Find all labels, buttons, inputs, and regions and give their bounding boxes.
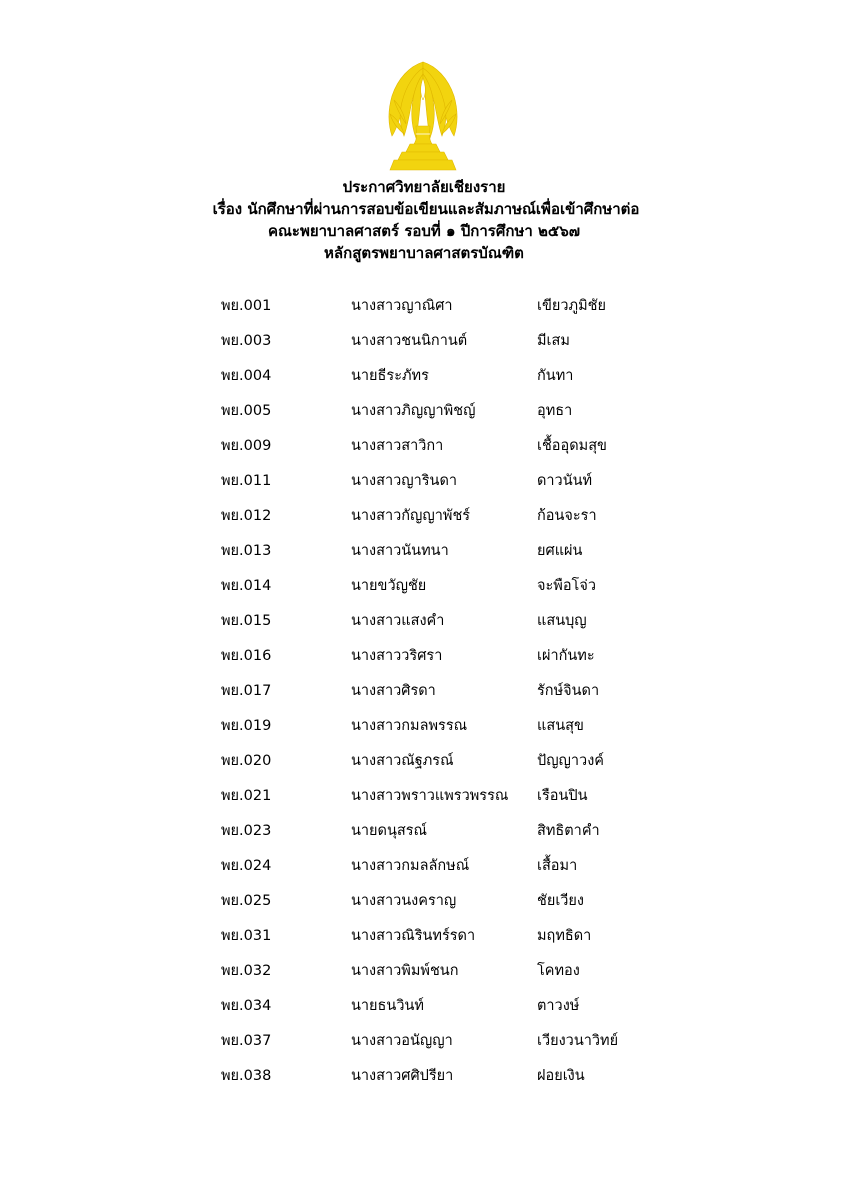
student-row: [0, 294, 848, 329]
student-last-name: เสื้อมา: [537, 858, 578, 874]
student-last-name: เรือนปิน: [537, 788, 588, 804]
student-last-name: ตาวงษ์: [537, 998, 580, 1014]
student-last-name: แสนบุญ: [537, 613, 587, 629]
student-first-name: นางสาวนันทนา: [351, 543, 449, 559]
student-id: พย.004: [221, 368, 272, 384]
student-row: [0, 504, 848, 539]
student-row: [0, 714, 848, 749]
student-row: [0, 399, 848, 434]
university-crest-icon: [380, 56, 466, 176]
student-row: [0, 434, 848, 469]
student-id: พย.034: [221, 998, 272, 1014]
heading-subject: เรื่อง นักศึกษาที่ผ่านการสอบข้อเขียนและสัมภาษณ์เพื่อเข้าศึกษาต่อ: [212, 200, 640, 218]
student-last-name: จะพือโจ่ว: [537, 578, 596, 594]
student-id: พย.011: [221, 473, 272, 489]
student-id: พย.012: [221, 508, 272, 524]
student-row: [0, 329, 848, 364]
student-row: [0, 994, 848, 1029]
student-row: [0, 644, 848, 679]
student-id: พย.013: [221, 543, 272, 559]
student-list: [0, 294, 848, 1099]
student-id: พย.032: [221, 963, 272, 979]
student-row: [0, 749, 848, 784]
student-first-name: นายดนุสรณ์: [351, 823, 427, 839]
student-id: พย.005: [221, 403, 272, 419]
student-last-name: เผ่ากันทะ: [537, 648, 595, 664]
student-first-name: นางสาวพราวแพรวพรรณ: [351, 788, 509, 804]
student-last-name: ดาวนันท์: [537, 473, 593, 489]
student-row: [0, 959, 848, 994]
student-last-name: ปัญญาวงค์: [537, 753, 604, 769]
student-row: [0, 609, 848, 644]
student-row: [0, 1029, 848, 1064]
student-first-name: นางสาวสาวิกา: [351, 438, 444, 454]
student-row: [0, 819, 848, 854]
student-first-name: นางสาวชนนิกานต์: [351, 333, 468, 349]
student-id: พย.025: [221, 893, 272, 909]
student-id: พย.024: [221, 858, 272, 874]
student-row: [0, 364, 848, 399]
student-row: [0, 574, 848, 609]
student-id: พย.001: [221, 298, 272, 314]
student-last-name: ฝอยเงิน: [537, 1068, 585, 1084]
student-last-name: โคทอง: [537, 963, 580, 979]
student-id: พย.037: [221, 1033, 272, 1049]
student-first-name: นางสาวกัญญาพัชร์: [351, 508, 471, 524]
student-first-name: นางสาวแสงคำ: [351, 613, 445, 629]
student-first-name: นางสาวณัฐภรณ์: [351, 753, 454, 769]
student-first-name: นางสาวพิมพ์ชนก: [351, 963, 459, 979]
student-id: พย.023: [221, 823, 272, 839]
student-row: [0, 679, 848, 714]
student-last-name: เชื้ออุดมสุข: [537, 438, 607, 454]
student-id: พย.014: [221, 578, 272, 594]
student-id: พย.031: [221, 928, 272, 944]
student-row: [0, 539, 848, 574]
student-last-name: สิทธิตาคำ: [537, 823, 600, 839]
announcement-heading: [0, 176, 848, 264]
student-first-name: นางสาวญาณิศา: [351, 298, 453, 314]
student-last-name: เวียงวนาวิทย์: [537, 1033, 619, 1049]
student-last-name: ก้อนจะรา: [537, 508, 597, 524]
student-last-name: เขียวภูมิชัย: [537, 298, 606, 314]
student-first-name: นางสาวกมลลักษณ์: [351, 858, 470, 874]
student-last-name: มีเสม: [537, 333, 570, 349]
student-last-name: ยศแผ่น: [537, 543, 583, 559]
student-last-name: ชัยเวียง: [537, 893, 585, 909]
student-row: [0, 784, 848, 819]
student-id: พย.038: [221, 1068, 272, 1084]
student-last-name: มฤทธิดา: [537, 928, 592, 944]
student-first-name: นายขวัญชัย: [351, 578, 427, 594]
student-first-name: นางสาวอนัญญา: [351, 1033, 453, 1049]
student-first-name: นางสาวณิรินทร์รดา: [351, 928, 476, 944]
student-id: พย.019: [221, 718, 272, 734]
student-first-name: นางสาวศศิปรียา: [351, 1068, 454, 1084]
student-row: [0, 924, 848, 959]
student-last-name: กันทา: [537, 368, 574, 384]
student-id: พย.017: [221, 683, 272, 699]
heading-program: หลักสูตรพยาบาลศาสตรบัณฑิต: [324, 244, 524, 262]
student-id: พย.020: [221, 753, 272, 769]
student-first-name: นางสาววริศรา: [351, 648, 443, 664]
student-first-name: นางสาวศิรดา: [351, 683, 436, 699]
student-first-name: นายธนวินท์: [351, 998, 424, 1014]
student-id: พย.003: [221, 333, 272, 349]
heading-title: ประกาศวิทยาลัยเชียงราย: [342, 178, 506, 196]
student-last-name: แสนสุข: [537, 718, 584, 734]
student-first-name: นางสาวญารินดา: [351, 473, 458, 489]
student-last-name: อุทธา: [537, 403, 573, 419]
student-row: [0, 1064, 848, 1099]
student-row: [0, 889, 848, 924]
heading-faculty-round: คณะพยาบาลศาสตร์ รอบที่ ๑ ปีการศึกษา ๒๕๖๗: [267, 222, 581, 240]
student-id: พย.009: [221, 438, 272, 454]
student-first-name: นางสาวภิญญาพิชญ์: [351, 403, 476, 419]
student-id: พย.021: [221, 788, 272, 804]
student-id: พย.016: [221, 648, 272, 664]
student-first-name: นางสาวกมลพรรณ: [351, 718, 468, 734]
student-row: [0, 469, 848, 504]
student-last-name: รักษ์จินดา: [537, 683, 600, 699]
student-row: [0, 854, 848, 889]
student-first-name: นางสาวนงคราญ: [351, 893, 457, 909]
student-id: พย.015: [221, 613, 272, 629]
student-first-name: นายธีระภัทร: [351, 368, 429, 384]
